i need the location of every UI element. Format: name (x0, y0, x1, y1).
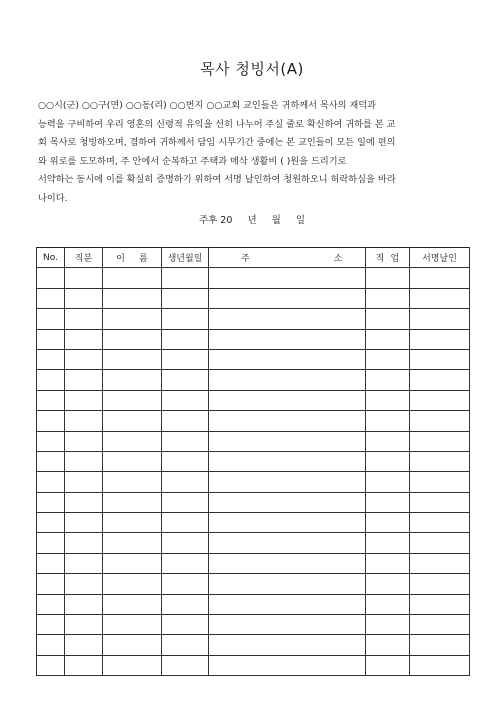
header-address-part: 소 (333, 254, 343, 265)
cell-no (37, 533, 65, 553)
date-prefix: 주후 20 (198, 215, 233, 226)
cell-occupation (366, 329, 410, 349)
cell-occupation (366, 288, 410, 308)
header-occupation (366, 248, 410, 268)
cell-position (65, 574, 103, 594)
cell-occupation (366, 574, 410, 594)
cell-occupation (366, 615, 410, 635)
header-birthdate: 생년월일 (162, 248, 209, 268)
cell-no (37, 390, 65, 410)
cell-birthdate (162, 390, 209, 410)
cell-position (65, 533, 103, 553)
body-line: 와 위로를 도모하며, 주 안에서 순복하고 주택과 매삭 생활비 ( )원을 드리기로 (38, 155, 347, 167)
cell-birthdate (162, 553, 209, 573)
table-row (37, 268, 470, 288)
cell-signature (410, 349, 470, 369)
header-address-part: 주 (241, 254, 250, 265)
table-row (37, 288, 470, 308)
cell-occupation (366, 451, 410, 471)
table-row (37, 329, 470, 349)
cell-no (37, 268, 65, 288)
cell-name (103, 268, 162, 288)
cell-position (65, 309, 103, 329)
cell-name (103, 594, 162, 614)
body-line: ○○시(군) ○○구(면) ○○동(리) ○○번지 ○○교회 교인들은 귀하께서 목사의 재덕과 (38, 100, 377, 111)
table-row (37, 411, 470, 431)
cell-address (209, 411, 366, 431)
cell-name (103, 309, 162, 329)
table-row (37, 533, 470, 553)
cell-signature (410, 431, 470, 451)
cell-position (65, 655, 103, 675)
cell-address (209, 288, 366, 308)
header-occupation-part: 직 (375, 254, 385, 265)
cell-birthdate (162, 492, 209, 512)
cell-birthdate (162, 411, 209, 431)
cell-occupation (366, 268, 410, 288)
cell-birthdate (162, 513, 209, 533)
cell-birthdate (162, 615, 209, 635)
cell-occupation (366, 533, 410, 553)
cell-no (37, 451, 65, 471)
member-roster-table (36, 247, 470, 676)
table-row (37, 370, 470, 390)
cell-occupation (366, 411, 410, 431)
table-row (37, 553, 470, 573)
cell-no (37, 411, 65, 431)
table-row (37, 431, 470, 451)
cell-address (209, 492, 366, 512)
cell-occupation (366, 594, 410, 614)
body-line: 서약하는 동시에 이를 확실히 증명하기 위하여 서명 날인하여 청원하오니 허락하심을 바라 (38, 174, 396, 186)
cell-position (65, 553, 103, 573)
cell-name (103, 349, 162, 369)
header-name-part: 름 (139, 254, 148, 265)
cell-no (37, 615, 65, 635)
header-occupation-part: 업 (390, 254, 400, 265)
cell-birthdate (162, 635, 209, 655)
cell-no (37, 309, 65, 329)
cell-no (37, 370, 65, 390)
cell-position (65, 513, 103, 533)
cell-signature (410, 370, 470, 390)
cell-no (37, 635, 65, 655)
cell-address (209, 370, 366, 390)
cell-signature (410, 655, 470, 675)
cell-no (37, 329, 65, 349)
cell-birthdate (162, 370, 209, 390)
cell-name (103, 390, 162, 410)
cell-signature (410, 472, 470, 492)
table-row (37, 390, 470, 410)
cell-position (65, 615, 103, 635)
header-name (103, 248, 162, 268)
cell-signature (410, 451, 470, 471)
cell-name (103, 329, 162, 349)
cell-occupation (366, 655, 410, 675)
cell-address (209, 513, 366, 533)
cell-birthdate (162, 533, 209, 553)
cell-no (37, 472, 65, 492)
cell-no (37, 553, 65, 573)
cell-name (103, 411, 162, 431)
cell-position (65, 451, 103, 471)
cell-signature (410, 329, 470, 349)
cell-occupation (366, 635, 410, 655)
cell-signature (410, 390, 470, 410)
cell-address (209, 533, 366, 553)
cell-occupation (366, 472, 410, 492)
cell-address (209, 390, 366, 410)
cell-name (103, 635, 162, 655)
cell-address (209, 574, 366, 594)
cell-address (209, 431, 366, 451)
table-row (37, 472, 470, 492)
cell-address (209, 472, 366, 492)
cell-name (103, 513, 162, 533)
cell-birthdate (162, 431, 209, 451)
cell-occupation (366, 349, 410, 369)
body-line: 나이다. (38, 192, 68, 204)
date-line (0, 212, 504, 226)
document-title: 목사 청빙서(A) (200, 60, 304, 78)
cell-signature (410, 411, 470, 431)
cell-name (103, 288, 162, 308)
cell-position (65, 390, 103, 410)
cell-address (209, 635, 366, 655)
cell-position (65, 288, 103, 308)
cell-position (65, 492, 103, 512)
cell-signature (410, 594, 470, 614)
cell-address (209, 594, 366, 614)
cell-birthdate (162, 451, 209, 471)
cell-no (37, 288, 65, 308)
cell-birthdate (162, 309, 209, 329)
cell-signature (410, 615, 470, 635)
cell-position (65, 268, 103, 288)
cell-name (103, 615, 162, 635)
cell-address (209, 268, 366, 288)
cell-no (37, 431, 65, 451)
cell-signature (410, 635, 470, 655)
cell-signature (410, 513, 470, 533)
cell-address (209, 349, 366, 369)
cell-signature (410, 574, 470, 594)
month-unit: 월 (271, 215, 281, 226)
cell-occupation (366, 513, 410, 533)
table-row (37, 349, 470, 369)
cell-signature (410, 309, 470, 329)
cell-name (103, 472, 162, 492)
cell-signature (410, 553, 470, 573)
cell-name (103, 431, 162, 451)
cell-occupation (366, 370, 410, 390)
cell-occupation (366, 431, 410, 451)
cell-position (65, 594, 103, 614)
table-row (37, 594, 470, 614)
cell-name (103, 533, 162, 553)
cell-name (103, 553, 162, 573)
table-row (37, 451, 470, 471)
cell-occupation (366, 492, 410, 512)
cell-occupation (366, 309, 410, 329)
cell-name (103, 574, 162, 594)
cell-birthdate (162, 594, 209, 614)
cell-signature (410, 288, 470, 308)
cell-address (209, 309, 366, 329)
cell-position (65, 329, 103, 349)
cell-no (37, 513, 65, 533)
header-signature: 서명날인 (410, 248, 470, 268)
table-row (37, 615, 470, 635)
table-row (37, 574, 470, 594)
cell-no (37, 492, 65, 512)
cell-position (65, 370, 103, 390)
cell-birthdate (162, 574, 209, 594)
cell-signature (410, 492, 470, 512)
cell-no (37, 349, 65, 369)
header-address (209, 248, 366, 268)
cell-address (209, 329, 366, 349)
cell-address (209, 553, 366, 573)
cell-position (65, 411, 103, 431)
cell-name (103, 370, 162, 390)
cell-position (65, 431, 103, 451)
header-position: 직분 (65, 248, 103, 268)
year-unit: 년 (247, 215, 257, 226)
cell-position (65, 349, 103, 369)
cell-position (65, 635, 103, 655)
cell-name (103, 655, 162, 675)
petition-body (38, 97, 468, 209)
cell-no (37, 594, 65, 614)
cell-occupation (366, 553, 410, 573)
body-line: 능력을 구비하여 우리 영혼의 신령적 유익을 선히 나누어 주실 줄로 확신하여 귀하를 본 교 (38, 118, 396, 130)
cell-name (103, 451, 162, 471)
cell-position (65, 472, 103, 492)
table-row (37, 513, 470, 533)
header-no: No. (37, 248, 65, 268)
cell-birthdate (162, 288, 209, 308)
table-row (37, 655, 470, 675)
cell-birthdate (162, 655, 209, 675)
table-row (37, 492, 470, 512)
cell-birthdate (162, 329, 209, 349)
cell-no (37, 574, 65, 594)
header-name-part: 이 (116, 254, 125, 265)
cell-signature (410, 533, 470, 553)
table-row (37, 309, 470, 329)
day-unit: 일 (295, 215, 306, 226)
cell-no (37, 655, 65, 675)
body-line: 회 목사로 청빙하오며, 겸하여 귀하께서 담임 시무기간 중에는 본 교인들이 모든 일에 편의 (38, 137, 396, 149)
cell-address (209, 615, 366, 635)
cell-birthdate (162, 472, 209, 492)
cell-occupation (366, 390, 410, 410)
cell-name (103, 492, 162, 512)
cell-birthdate (162, 268, 209, 288)
table-header-row (37, 248, 470, 268)
cell-signature (410, 268, 470, 288)
table-row (37, 635, 470, 655)
cell-address (209, 451, 366, 471)
roster-body (37, 268, 470, 676)
cell-address (209, 655, 366, 675)
cell-birthdate (162, 349, 209, 369)
